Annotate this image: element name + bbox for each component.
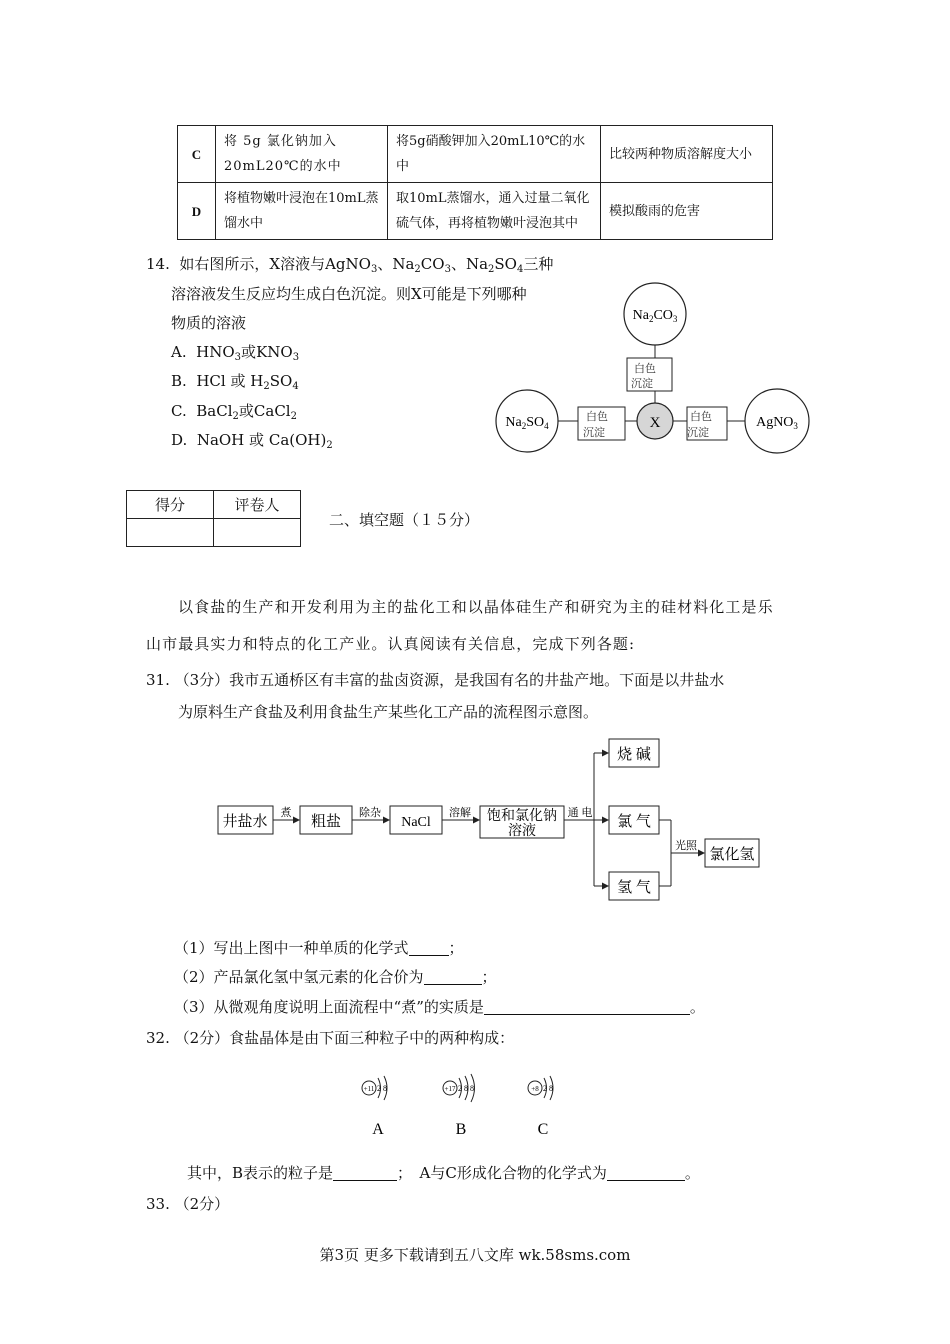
flow-arrow-label: 除杂: [359, 807, 381, 819]
row-label: C: [178, 126, 216, 183]
q31-line2: 为原料生产食盐及利用食盐生产某些化工产品的流程图示意图。: [178, 703, 599, 721]
precip-text: 沉淀: [687, 427, 709, 439]
q14-stem-line2: 溶溶液发生反应均生成白色沉淀。则X可能是下列哪种: [171, 285, 527, 303]
q31-number: 31.: [146, 671, 170, 689]
answer-blank[interactable]: [484, 998, 690, 1015]
particle-label: B: [455, 1121, 467, 1138]
q14-option-a: A. $HNO_3$或$KNO_3$: [171, 343, 300, 363]
shell-label: 2 8 8: [458, 1084, 474, 1093]
score-cell[interactable]: [127, 519, 214, 547]
table-cell: 比较两种物质溶解度大小: [601, 126, 773, 183]
option-text2: KNO: [256, 343, 293, 361]
option-text: HCl: [196, 372, 226, 390]
q14-option-d: D. NaOH 或 $Ca(OH)_2$: [171, 431, 333, 451]
q14-stem-text: 如右图所示，X溶液与AgNO: [179, 255, 371, 273]
flow-arrow-label: 溶解: [449, 807, 471, 819]
particle-b: [443, 1074, 475, 1138]
option-join: 或: [241, 343, 257, 361]
experiment-table: [177, 125, 773, 240]
grader-header: 评卷人: [214, 491, 301, 519]
sub-text: （2）产品氯化氢中氢元素的化合价为: [174, 968, 424, 986]
option-letter: C.: [171, 402, 187, 420]
shell-label: 2 8: [377, 1084, 387, 1093]
sub-end: ；: [448, 939, 464, 957]
q31-sub3: [174, 996, 705, 1018]
flow-label: 氢 气: [617, 880, 651, 896]
flow-arrow-label: 煮: [280, 807, 292, 819]
flow-label: 氯化氢: [709, 847, 755, 863]
particle-diagrams: [350, 1068, 590, 1148]
option-letter: A.: [171, 343, 187, 361]
x-label: X: [649, 415, 661, 431]
nucleus-label: +17: [444, 1085, 456, 1093]
nucleus-label: +8: [531, 1085, 539, 1093]
precip-text: 白色: [634, 363, 656, 375]
table-cell: 取10mL蒸馏水，通入过量二氧化硫气体，再将植物嫩叶浸泡其中: [388, 183, 601, 240]
table-cell: 将5g硝酸钾加入20mL10℃的水中: [388, 126, 601, 183]
q14-option-c: C. BaCl$_2$或CaCl$_2$: [171, 402, 297, 422]
q14-number: 14.: [146, 255, 170, 273]
answer-blank[interactable]: [424, 968, 482, 985]
particle-label: C: [537, 1121, 549, 1138]
option-text2: CaCl: [253, 402, 291, 420]
q33-number: 33.: [146, 1195, 170, 1213]
table-cell: 将 5g 氯化钠加入20mL20℃的水中: [216, 126, 388, 183]
flow-label: 溶液: [508, 824, 536, 839]
section-title: 二、填空题（１５分）: [329, 511, 480, 529]
flow-arrow-label: 光照: [675, 840, 697, 852]
particle-label: A: [372, 1121, 384, 1138]
flow-arrow-label: 通 电: [567, 807, 593, 819]
table-cell: 将植物嫩叶浸泡在10mL蒸馏水中: [216, 183, 388, 240]
option-text: HNO: [196, 343, 235, 361]
q32-answer-line: [187, 1162, 700, 1184]
option-text2: H: [250, 372, 264, 390]
precip-text: 白色: [690, 411, 712, 423]
reaction-diagram: [494, 280, 814, 460]
particle-a: [362, 1076, 387, 1138]
q33-stem: [146, 1193, 229, 1215]
flow-label: 饱和氯化钠: [487, 809, 557, 824]
flow-label: 烧 碱: [617, 747, 651, 763]
option-letter: B.: [171, 372, 187, 390]
answer-text: ； A与C形成化合物的化学式为: [397, 1164, 607, 1182]
table-row: [178, 183, 773, 240]
q31-text: （3分）我市五通桥区有丰富的盐卤资源，是我国有名的井盐产地。下面是以井盐水: [174, 671, 725, 689]
answer-end: 。: [684, 1164, 700, 1182]
grader-cell[interactable]: [214, 519, 301, 547]
option-letter: D.: [171, 431, 188, 449]
answer-blank[interactable]: [409, 939, 449, 956]
particle-c: [528, 1076, 553, 1138]
precip-text: 沉淀: [631, 378, 653, 390]
sub-text: （3）从微观角度说明上面流程中“煮”的实质是: [174, 998, 484, 1016]
option-text2: Ca(OH): [268, 431, 327, 449]
na2co3-label: $Na_2CO_3$: [632, 308, 678, 324]
nucleus-label: +11: [363, 1085, 375, 1093]
flow-label: 氯 气: [617, 814, 651, 830]
q31-line1: [146, 669, 724, 691]
flow-label: 井盐水: [222, 814, 268, 830]
option-text: BaCl: [196, 402, 233, 420]
option-join: 或: [249, 431, 265, 449]
table-row: [178, 126, 773, 183]
row-label: D: [178, 183, 216, 240]
score-table: [126, 490, 301, 547]
q32-stem: [146, 1027, 514, 1049]
q32-number: 32.: [146, 1029, 170, 1047]
sub-end: 。: [689, 998, 705, 1016]
q31-sub2: [174, 966, 497, 988]
table-cell: 模拟酸雨的危害: [601, 183, 773, 240]
precip-text: 白色: [586, 411, 608, 423]
flow-label: 粗盐: [310, 814, 342, 830]
answer-blank[interactable]: [333, 1164, 397, 1181]
sub-end: ；: [481, 968, 497, 986]
answer-blank[interactable]: [607, 1164, 685, 1181]
intro-line2: 山市最具实力和特点的化工产业。认真阅读有关信息，完成下列各题:: [146, 635, 636, 653]
score-header: 得分: [127, 491, 214, 519]
q33-text: （2分）: [174, 1195, 230, 1213]
sub-text: （1）写出上图中一种单质的化学式: [174, 939, 409, 957]
option-text: NaOH: [196, 431, 245, 449]
q14-stem-line3: 物质的溶液: [171, 314, 247, 332]
page-footer: 第3页 更多下载请到五八文库 wk.58sms.com: [319, 1246, 631, 1264]
q14-option-b: B. HCl 或 $H_2SO_4$: [171, 372, 299, 392]
option-join: 或: [230, 372, 246, 390]
option-join: 或: [238, 402, 254, 420]
intro-line1: 以食盐的生产和开发利用为主的盐化工和以晶体硅生产和研究为主的硅材料化工是乐: [178, 598, 774, 616]
q32-text: （2分）食盐晶体是由下面三种粒子中的两种构成：: [174, 1029, 515, 1047]
answer-text: 其中，B表示的粒子是: [187, 1164, 334, 1182]
q14-stem-line1: 14. 如右图所示，X溶液与AgNO$_3$、$Na_2CO_3$、$Na_2SO_4$三种: [146, 255, 554, 275]
flow-label: NaCl: [401, 815, 431, 830]
precip-text: 沉淀: [583, 427, 605, 439]
na2so4-label: $Na_2SO_4$: [505, 415, 549, 431]
q31-sub1: [174, 937, 464, 959]
agno3-label: AgNO$_3$: [756, 415, 798, 431]
shell-label: 2 8: [543, 1084, 553, 1093]
flow-chart: [210, 735, 770, 915]
